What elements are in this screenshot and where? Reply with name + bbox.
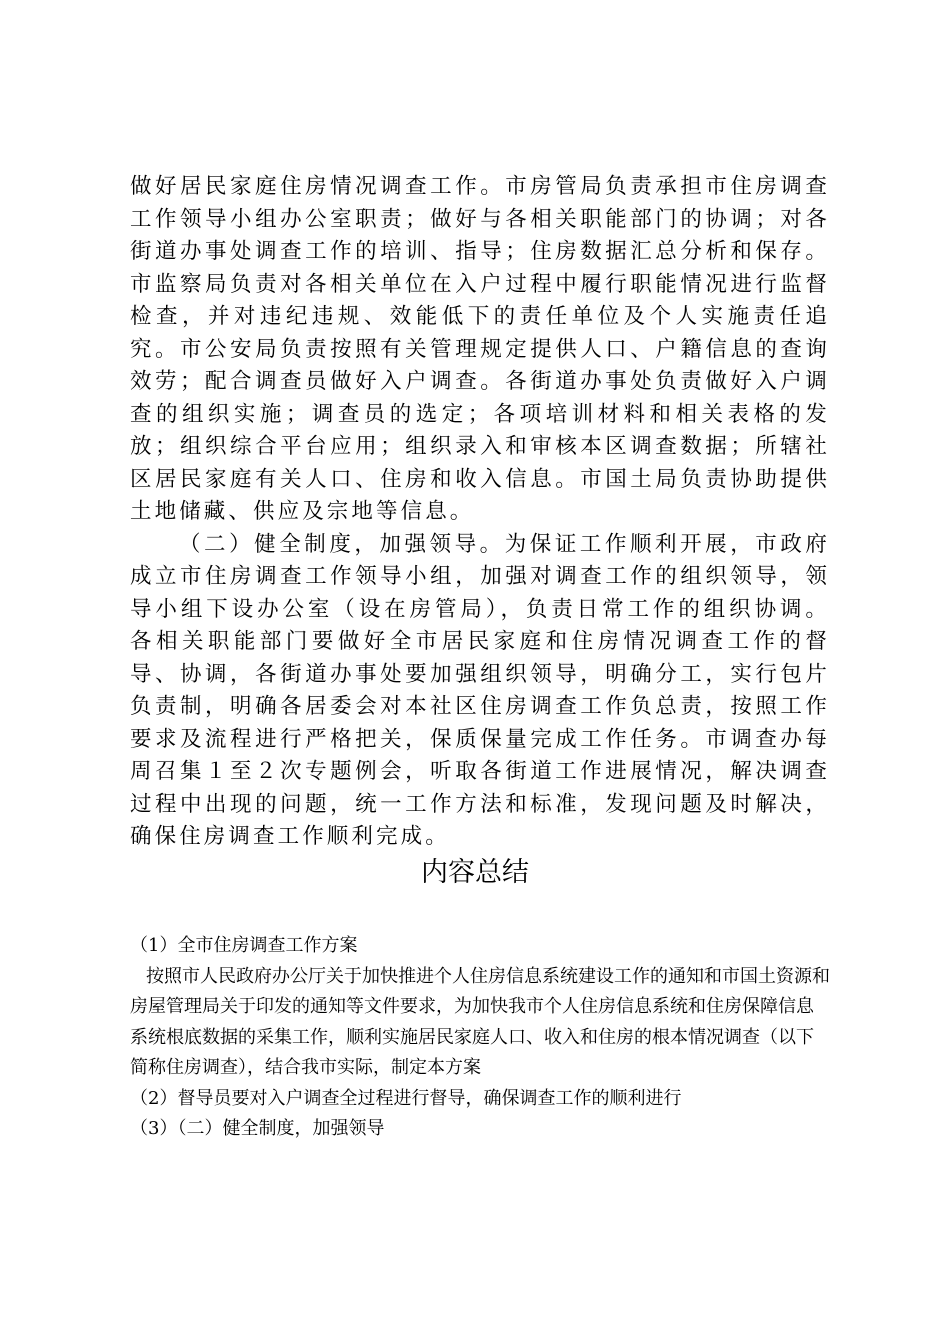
body-paragraph: 做好居民家庭住房情况调查工作。市房管局负责承担市住房调查工作领导小组办公室职责；做好与各相关职能部门的协调；对各街道办事处调查工作的培训、指导；住房数据汇总分析和保存。市监察局负责对各相关单位在入户过程中履行职能情况进行监督检查，并对违纪违规、效能低下的责任单位及个人实施责任追究。市公安局负责按照有关管理规定提供人口、户籍信息的查询效劳；配合调查员做好入户调查。各街道办事处负责做好入户调查的组织实施；调查员的选定；各项培训材料和相关表格的发放；组织综合平台应用；组织录入和审核本区调查数据；所辖社区居民家庭有关人口、住房和收入信息。市国土局负责协助提供土地储藏、供应及宗地等信息。: [130, 174, 830, 524]
summary-item: （3）（二）健全制度，加强领导: [130, 1118, 385, 1139]
summary-item: （2）督导员要对入户调查全过程进行督导，确保调查工作的顺利进行: [130, 1087, 682, 1109]
summary-item-heading: （1）全市住房调查工作方案: [130, 935, 358, 956]
body-paragraph: （二）健全制度，加强领导。为保证工作顺利开展，市政府成立市住房调查工作领导小组，加强对调查工作的组织领导，领导小组下设办公室（设在房管局），负责日常工作的组织协调。各相关职能部门要做好全市居民家庭和住房情况调查工作的督导、协调，各街道办事处要加强组织领导，明确分工，实行包片负责制，明确各居委会对本社区住房调查工作负总责，按照工作要求及流程进行严格把关，保质保量完成工作任务。市调查办每周召集１至２次专题例会，听取各街道工作进展情况，解决调查过程中出现的问题，统一工作方法和标准，发现问题及时解决，确保住房调查工作顺利完成。: [130, 531, 830, 849]
summary-item-text: 按照市人民政府办公厅关于加快推进个人住房信息系统建设工作的通知和市国土资源和房屋管理局关于印发的通知等文件要求，为加快我市个人住房信息系统和住房保障信息系统根底数据的采集工作，顺利实施居民家庭人口、收入和住房的根本情况调查（以下简称住房调查），结合我市实际，制定本方案: [130, 965, 830, 1078]
summary-title: 内容总结: [421, 857, 529, 888]
summary-section: [130, 931, 830, 1145]
body-text: [130, 171, 830, 854]
